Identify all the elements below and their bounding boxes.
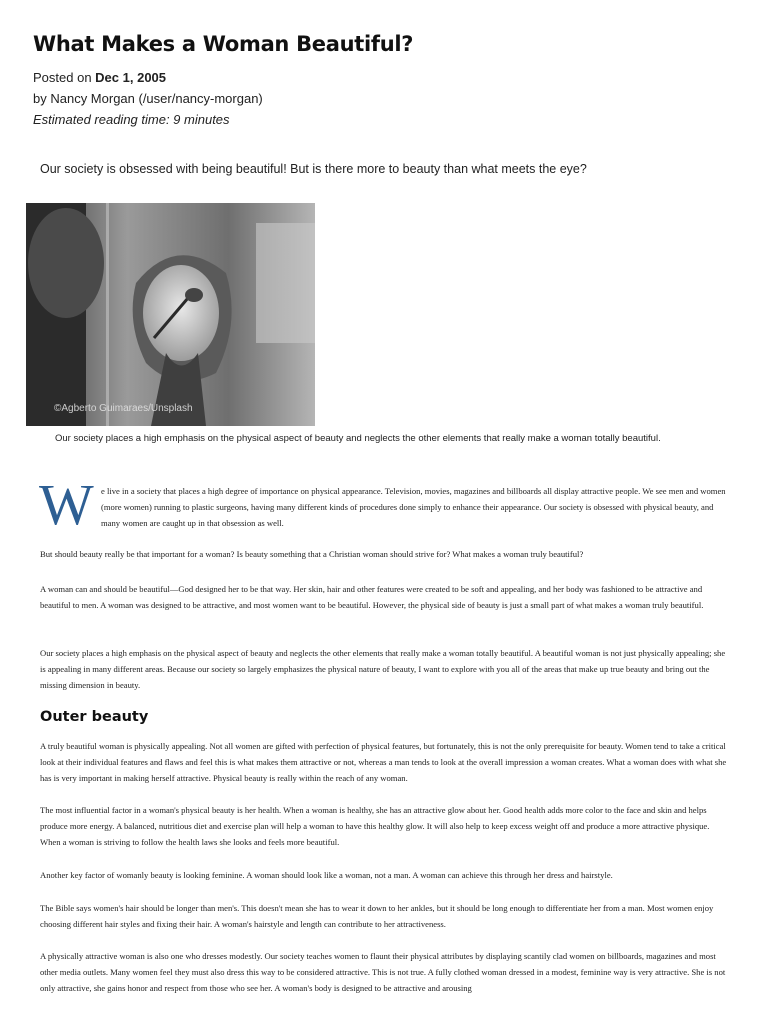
posted-date: Dec 1, 2005: [95, 70, 167, 85]
first-paragraph: e live in a society that places a high degree of importance on physical appearance. Television, movies, magazines and billboards all display attractive people. We see men and women (more women) running to plastic surgeons, having many different kinds of procedures done simply to enhance their appearance. Our society is obsessed with physical beauty, and many women are caught up in that obsession as well.: [101, 486, 726, 528]
section-paragraph: Another key factor of womanly beauty is looking feminine. A woman should look like a woman, not a man. A woman can achieve this through her dress and hairstyle.: [40, 870, 613, 880]
section-paragraph: A truly beautiful woman is physically appealing. Not all women are gifted with perfection of physical features, but fortunately, this is not the only prerequisite for beauty. Women tend to take a critical look at their individual features and flaws and feel this is what makes them attractive or not, whereas a man tends to look at the overall impression a woman creates. What a woman does with what she has is very important in making herself attractive. Physical beauty is really within the reach of any woman.: [40, 741, 727, 783]
reading-time: Estimated reading time: 9 minutes: [33, 112, 230, 127]
article-intro: Our society is obsessed with being beautiful! But is there more to beauty than what meets the eye?: [40, 162, 587, 176]
posted-prefix: Posted on: [33, 70, 92, 85]
body-paragraph: Our society places a high emphasis on the physical aspect of beauty and neglects the other elements that really make a woman totally beautiful. A beautiful woman is not just physically appealing; she is appealing in many different areas. Because our society so largely emphasizes the physical nature of beauty, I want to explore with you all of the areas that make up true beauty and bring out the missing dimension in beauty.: [40, 648, 726, 690]
section-heading: Outer beauty: [40, 709, 149, 725]
body-paragraph: But should beauty really be that important for a woman? Is beauty something that a Christian woman should strive for? What makes a woman truly beautiful?: [40, 549, 584, 559]
body-paragraph: A woman can and should be beautiful—God designed her to be that way. Her skin, hair and other features were created to be soft and appealing, and her body was fashioned to be attractive and beautiful to men. A woman was designed to be attractive, and most women want to be beautiful. However, the physical side of beauty is just a small part of what makes a woman truly beautiful.: [40, 584, 704, 610]
section-paragraph: A physically attractive woman is also one who dresses modestly. Our society teaches women to flaunt their physical attributes by displaying scantily clad women on billboards, magazines and most other media outlets. Many women feel they must also dress this way to be considered attractive. This is not true. A fully clothed woman dressed in a modest, feminine way is very attractive. She is not only attractive, she gains honor and respect from those who see her. A woman's body is designed to be attractive and arousing: [40, 951, 726, 993]
photo-illustration: [26, 203, 315, 426]
section-paragraph: The most influential factor in a woman's physical beauty is her health. When a woman is healthy, she has an attractive glow about her. Good health adds more color to the face and skin and helps produce more energy. A balanced, nutritious diet and exercise plan will help a woman to have this healthy glow. It will also help to keep excess weight off and produce a more attractive physique. When a woman is striving to follow the health laws she looks and feels more beautiful.: [40, 805, 710, 847]
article-photo: [26, 203, 315, 426]
photo-credit: ©Agberto Guimaraes/Unsplash: [54, 403, 193, 414]
section-paragraph: The Bible says women's hair should be longer than men's. This doesn't mean she has to wear it down to her ankles, but it should be long enough to differentiate her from a man. Most women enjoy choosing different hair styles and fixing their hair. A woman's hairstyle and length can contribute to her attractiveness.: [40, 903, 714, 929]
author-byline[interactable]: by Nancy Morgan (/user/nancy-morgan): [33, 91, 263, 106]
photo-caption: Our society places a high emphasis on the physical aspect of beauty and neglects the other elements that really make a woman totally beautiful.: [55, 433, 661, 444]
drop-cap: W: [39, 472, 94, 537]
page-title: What Makes a Woman Beautiful?: [33, 32, 414, 56]
posted-date-line: [33, 70, 166, 85]
